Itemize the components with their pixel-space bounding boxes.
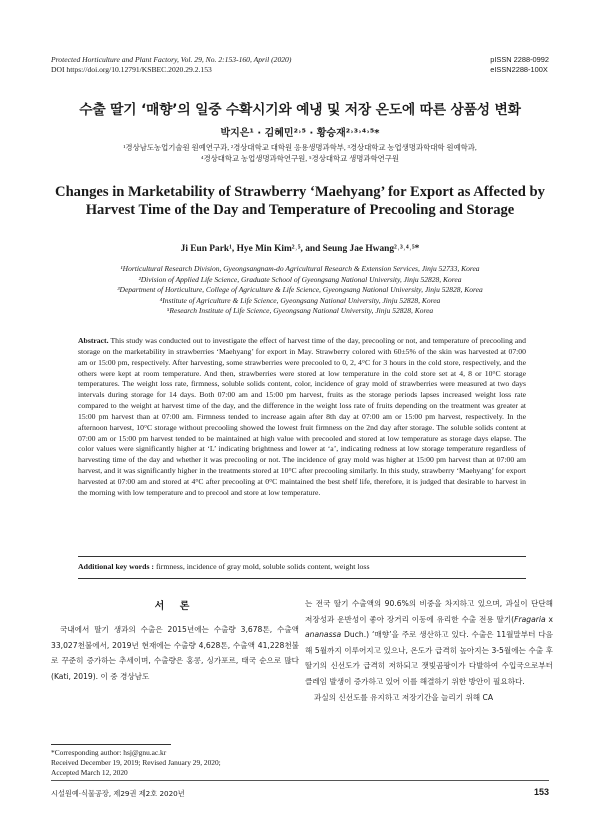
footer-journal: 시설원예·식물공장, 제29권 제2호 2020년 [51,789,185,798]
korean-affiliation-line: ¹경상남도농업기술원 원예연구과, ²경상대학교 대학원 응용생명과학부, ³경상대학교 농업생명과학대학 원예학과, [123,143,477,152]
footer-divider [51,780,549,781]
english-authors: Ji Eun Park¹, Hye Min Kim²˒⁵, and Seung Jae Hwang²˒³˒⁴˒⁵* [180,244,420,254]
text-run: 는 전국 딸기 수출액의 90.6%의 비중을 차지하고 있으며, 과실이 단단해 저장성과 운반성이 좋아 장거리 이동에 유리한 수출 전용 딸기( [305,599,553,624]
keywords-text: firmness, incidence of gray mold, soluble solids content, weight loss [155,562,370,571]
species-name: Fragaria [514,614,546,624]
english-affiliations [40,264,560,317]
divider [78,578,526,579]
affiliation-2: ²Division of Applied Life Science, Graduate School of Gyeongsang National University, Jinju 52828, Korea [138,274,462,284]
received-date: Received December 19, 2019; Revised January 29, 2020; [51,758,221,768]
divider [78,556,526,557]
species-name: ananassa [305,630,342,640]
footnote-divider [51,744,171,745]
pissn: pISSN 2288-0992 [490,55,549,64]
issn-block [490,55,549,75]
abstract-text: This study was conducted out to investigate the effect of harvest time of the day, precooling or not, and temperature of precooling and storage on the marketability in strawberries ‘Maehyang’ for export in May. Strawberry colored with 60±5% of the skin was harvested at 07:00 am or 15:00 pm, respectively. After harvesting, some strawberries were precooled to 0, 2, 4°C for 3 hours in the cold store, respectively, and the others were kept at room temperature. And then, strawberries were stored at low temperature in the cold store set at 4, 8 or 10°C storage temperatures. The weight loss rate, firmness, soluble solids content, color, incidence of gray mold of strawberries were measured at two days intervals during storage for 14 days. Both 07:00 am and 15:00 pm harvest, fruits as the storage periods lapses increased weight loss rate compared to the weight at harvest time of the day, and the difference in the weight loss rate of fruits depending on the treatment was greater at 15:00 pm harvest than at 07:00 am. Firmness tended to increase again after 8th day at 07:00 am or 15:00 pm harvest, respectively. In the afternoon harvest, 10°C storage without precooling showed the lowest fruit firmness on the 2nd day after storage. The soluble solids content at 07:00 am or 15:00 pm harvest tended to be maintained at high value with precooled and stored at low temperature as storage days elapse. The color values were significantly higher at ‘L’ indicating brightness and lower at ‘a’, indicating redness at low storage temperature regardless of harvesting time of the day and whether it was precooling or not. The incidence of gray mold was higher at 15:00 pm harvest than at 07:00 am harvest, and it was significantly higher in the treatments stored at 10°C after precooling similarly. In this study, strawberry ‘Maehyang’ for export harvested at 07:00 am and stored at 4°C after precooling at 0°C maintained the best shelf life, therefore, it is judged that desirable to harvest in the morning with low temperature and to precool and store at low temperature. [78,336,526,497]
intro-paragraph: 과실의 신선도를 유지하고 저장기간을 늘리기 위해 CA [314,692,494,702]
affiliation-3: ³Department of Horticulture, College of Agriculture & Life Science, Gyeongsang National University, Jinju 52828, Korea [117,285,483,294]
accepted-date: Accepted March 12, 2020 [51,768,128,778]
intro-paragraph-continued [305,596,553,690]
abstract [78,336,526,499]
korean-authors: 박지은¹ · 김혜민²˒⁵ · 황승재²˒³˒⁴˒⁵* [220,128,380,139]
abstract-label: Abstract. [78,336,109,345]
footnote [51,748,299,779]
affiliation-5: ⁵Research Institute of Life Science, Gyeongsang National University, Jinju 52828, Korea [166,306,434,315]
keywords-label: Additional key words : [78,562,155,571]
text-run: Duch.) ‘매향’을 주로 생산하고 있다. 수출은 11월말부터 다음 해 5월까지 이루어지고 있으나, 온도가 급격히 높아지는 3-5월에는 수출 후 딸기의 신선도가 급격히 저하되고 잿빛곰팡이가 다발하여 수입국으로부터 클레임 발생이 증가하고 있어 이를 해결하기 위한 방안이 필요하다. [305,630,553,686]
intro-paragraph: 국내에서 딸기 생과의 수출은 2015년에는 수출량 3,678톤, 수출액 33,027천불에서, 2019년 현재에는 수출량 4,628톤, 수출액 41,228천불로 꾸준히 증가하는 추세이며, 수출량은 홍콩, 싱가포르, 태국 순으로 많다(Kati, 2019). 이 중 경상남도 [51,625,299,681]
section-heading: 서 론 [154,601,196,612]
journal-header [51,55,291,75]
right-column [305,596,553,705]
page-number: 153 [533,787,549,797]
doi-link[interactable]: DOI https://doi.org/10.12791/KSBEC.2020.29.2.153 [51,65,212,74]
eissn: eISSN2288-100X [490,65,548,74]
affiliation-1: ¹Horticultural Research Division, Gyeongsangnam-do Agricultural Research & Extension Services, Jinju 52733, Korea [120,264,480,273]
affiliation-4: ⁴Institute of Agriculture & Life Science, Gyeongsang National University, Jinju 52828, Korea [159,295,441,305]
journal-citation: Protected Horticulture and Plant Factory, Vol. 29, No. 2:153-160, April (2020) [51,55,292,64]
korean-affiliations [60,142,540,164]
korean-title: 수출 딸기 ‘매향’의 일중 수확시기와 예냉 및 저장 온도에 따른 상품성 변화 [79,102,521,118]
english-title: Changes in Marketability of Strawberry ‘Maehyang’ for Export as Affected by Harvest Time of the Day and Temperature of Precooling and Storage [55,184,545,218]
text-run: x [545,614,553,624]
korean-affiliation-line: ⁴경상대학교 농업생명과학연구원, ⁵경상대학교 생명과학연구원 [200,154,400,163]
left-column [51,598,299,684]
keywords [78,562,526,571]
corresponding-author[interactable]: *Corresponding author: hsj@gnu.ac.kr [51,748,167,757]
